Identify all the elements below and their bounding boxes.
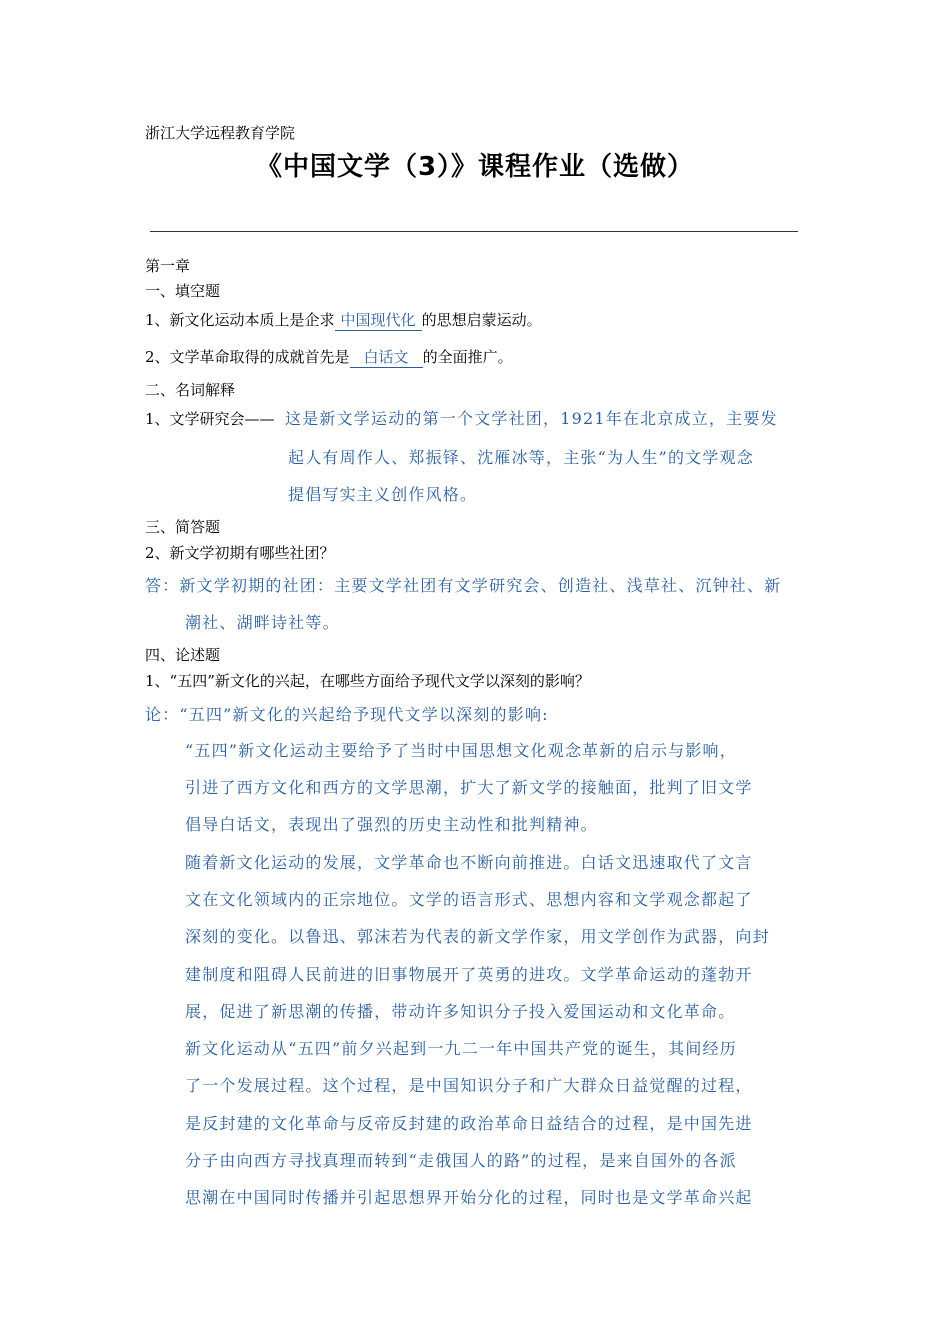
fill-question-1 — [145, 309, 542, 331]
chapter-heading: 第一章 — [145, 257, 191, 275]
essay-paragraph-line: 倡导白话文，表现出了强烈的历史主动性和批判精神。 — [185, 815, 598, 834]
essay-paragraph-line: 建制度和阻碍人民前进的旧事物展开了英勇的进攻。文学革命运动的蓬勃开 — [185, 965, 753, 984]
essay-answer-intro: 论：“五四”新文化的兴起给予现代文学以深刻的影响: — [145, 705, 549, 724]
fill-question-2 — [145, 346, 513, 368]
essay-question: 1、“五四”新文化的兴起，在哪些方面给予现代文学以深刻的影响？ — [145, 672, 590, 690]
section3-heading: 三、简答题 — [145, 518, 221, 536]
term-label: 1、文学研究会—— — [145, 410, 275, 428]
short-answer-line: 潮社、湖畔诗社等。 — [185, 613, 340, 632]
fill-answer-1: 中国现代化 — [335, 309, 422, 331]
fill-question-2-suffix: 的全面推广。 — [422, 348, 513, 366]
essay-paragraph-line: 文在文化领域内的正宗地位。文学的语言形式、思想内容和文学观念都起了 — [185, 890, 753, 909]
essay-paragraph-line: 展，促进了新思潮的传播，带动许多知识分子投入爱国运动和文化革命。 — [185, 1002, 736, 1021]
section1-heading: 一、填空题 — [145, 282, 221, 300]
term-definition-line: 起人有周作人、郑振铎、沈雁冰等，主张“为人生”的文学观念 — [288, 448, 754, 467]
fill-question-1-prefix: 1、新文化运动本质上是企求 — [145, 311, 335, 329]
essay-paragraph-line: 新文化运动从“五四”前夕兴起到一九二一年中国共产党的诞生，其间经历 — [185, 1039, 737, 1058]
essay-paragraph-line: 深刻的变化。以鲁迅、郭沫若为代表的新文学作家，用文学创作为武器，向封 — [185, 927, 770, 946]
fill-question-2-prefix: 2、文学革命取得的成就首先是 — [145, 348, 350, 366]
term-definition-line: 这是新文学运动的第一个文学社团，1921年在北京成立，主要发 — [285, 409, 778, 428]
school-name: 浙江大学远程教育学院 — [145, 124, 296, 142]
fill-answer-2: 白话文 — [350, 346, 423, 368]
divider-line — [150, 231, 798, 232]
short-answer-line: 答：新文学初期的社团：主要文学社团有文学研究会、创造社、浅草社、沉钟社、新 — [145, 576, 782, 595]
essay-paragraph-line: 随着新文化运动的发展，文学革命也不断向前推进。白话文迅速取代了文言 — [185, 853, 753, 872]
essay-paragraph-line: 引进了西方文化和西方的文学思潮，扩大了新文学的接触面，批判了旧文学 — [185, 778, 753, 797]
section2-heading: 二、名词解释 — [145, 381, 236, 399]
page-title: 《中国文学（3）》课程作业（选做） — [255, 152, 695, 182]
essay-paragraph-line: “五四”新文化运动主要给予了当时中国思想文化观念革新的启示与影响， — [185, 741, 737, 760]
essay-paragraph-line: 分子由向西方寻找真理而转到“走俄国人的路”的过程，是来自国外的各派 — [185, 1151, 737, 1170]
term-definition-line: 提倡写实主义创作风格。 — [288, 485, 478, 504]
essay-paragraph-line: 思潮在中国同时传播并引起思想界开始分化的过程，同时也是文学革命兴起 — [185, 1188, 753, 1207]
essay-paragraph-line: 是反封建的文化革命与反帝反封建的政治革命日益结合的过程，是中国先进 — [185, 1114, 753, 1133]
essay-paragraph-line: 了一个发展过程。这个过程，是中国知识分子和广大群众日益觉醒的过程， — [185, 1076, 753, 1095]
fill-question-1-suffix: 的思想启蒙运动。 — [421, 311, 542, 329]
short-question: 2、新文学初期有哪些社团？ — [145, 544, 335, 562]
section4-heading: 四、论述题 — [145, 646, 221, 664]
